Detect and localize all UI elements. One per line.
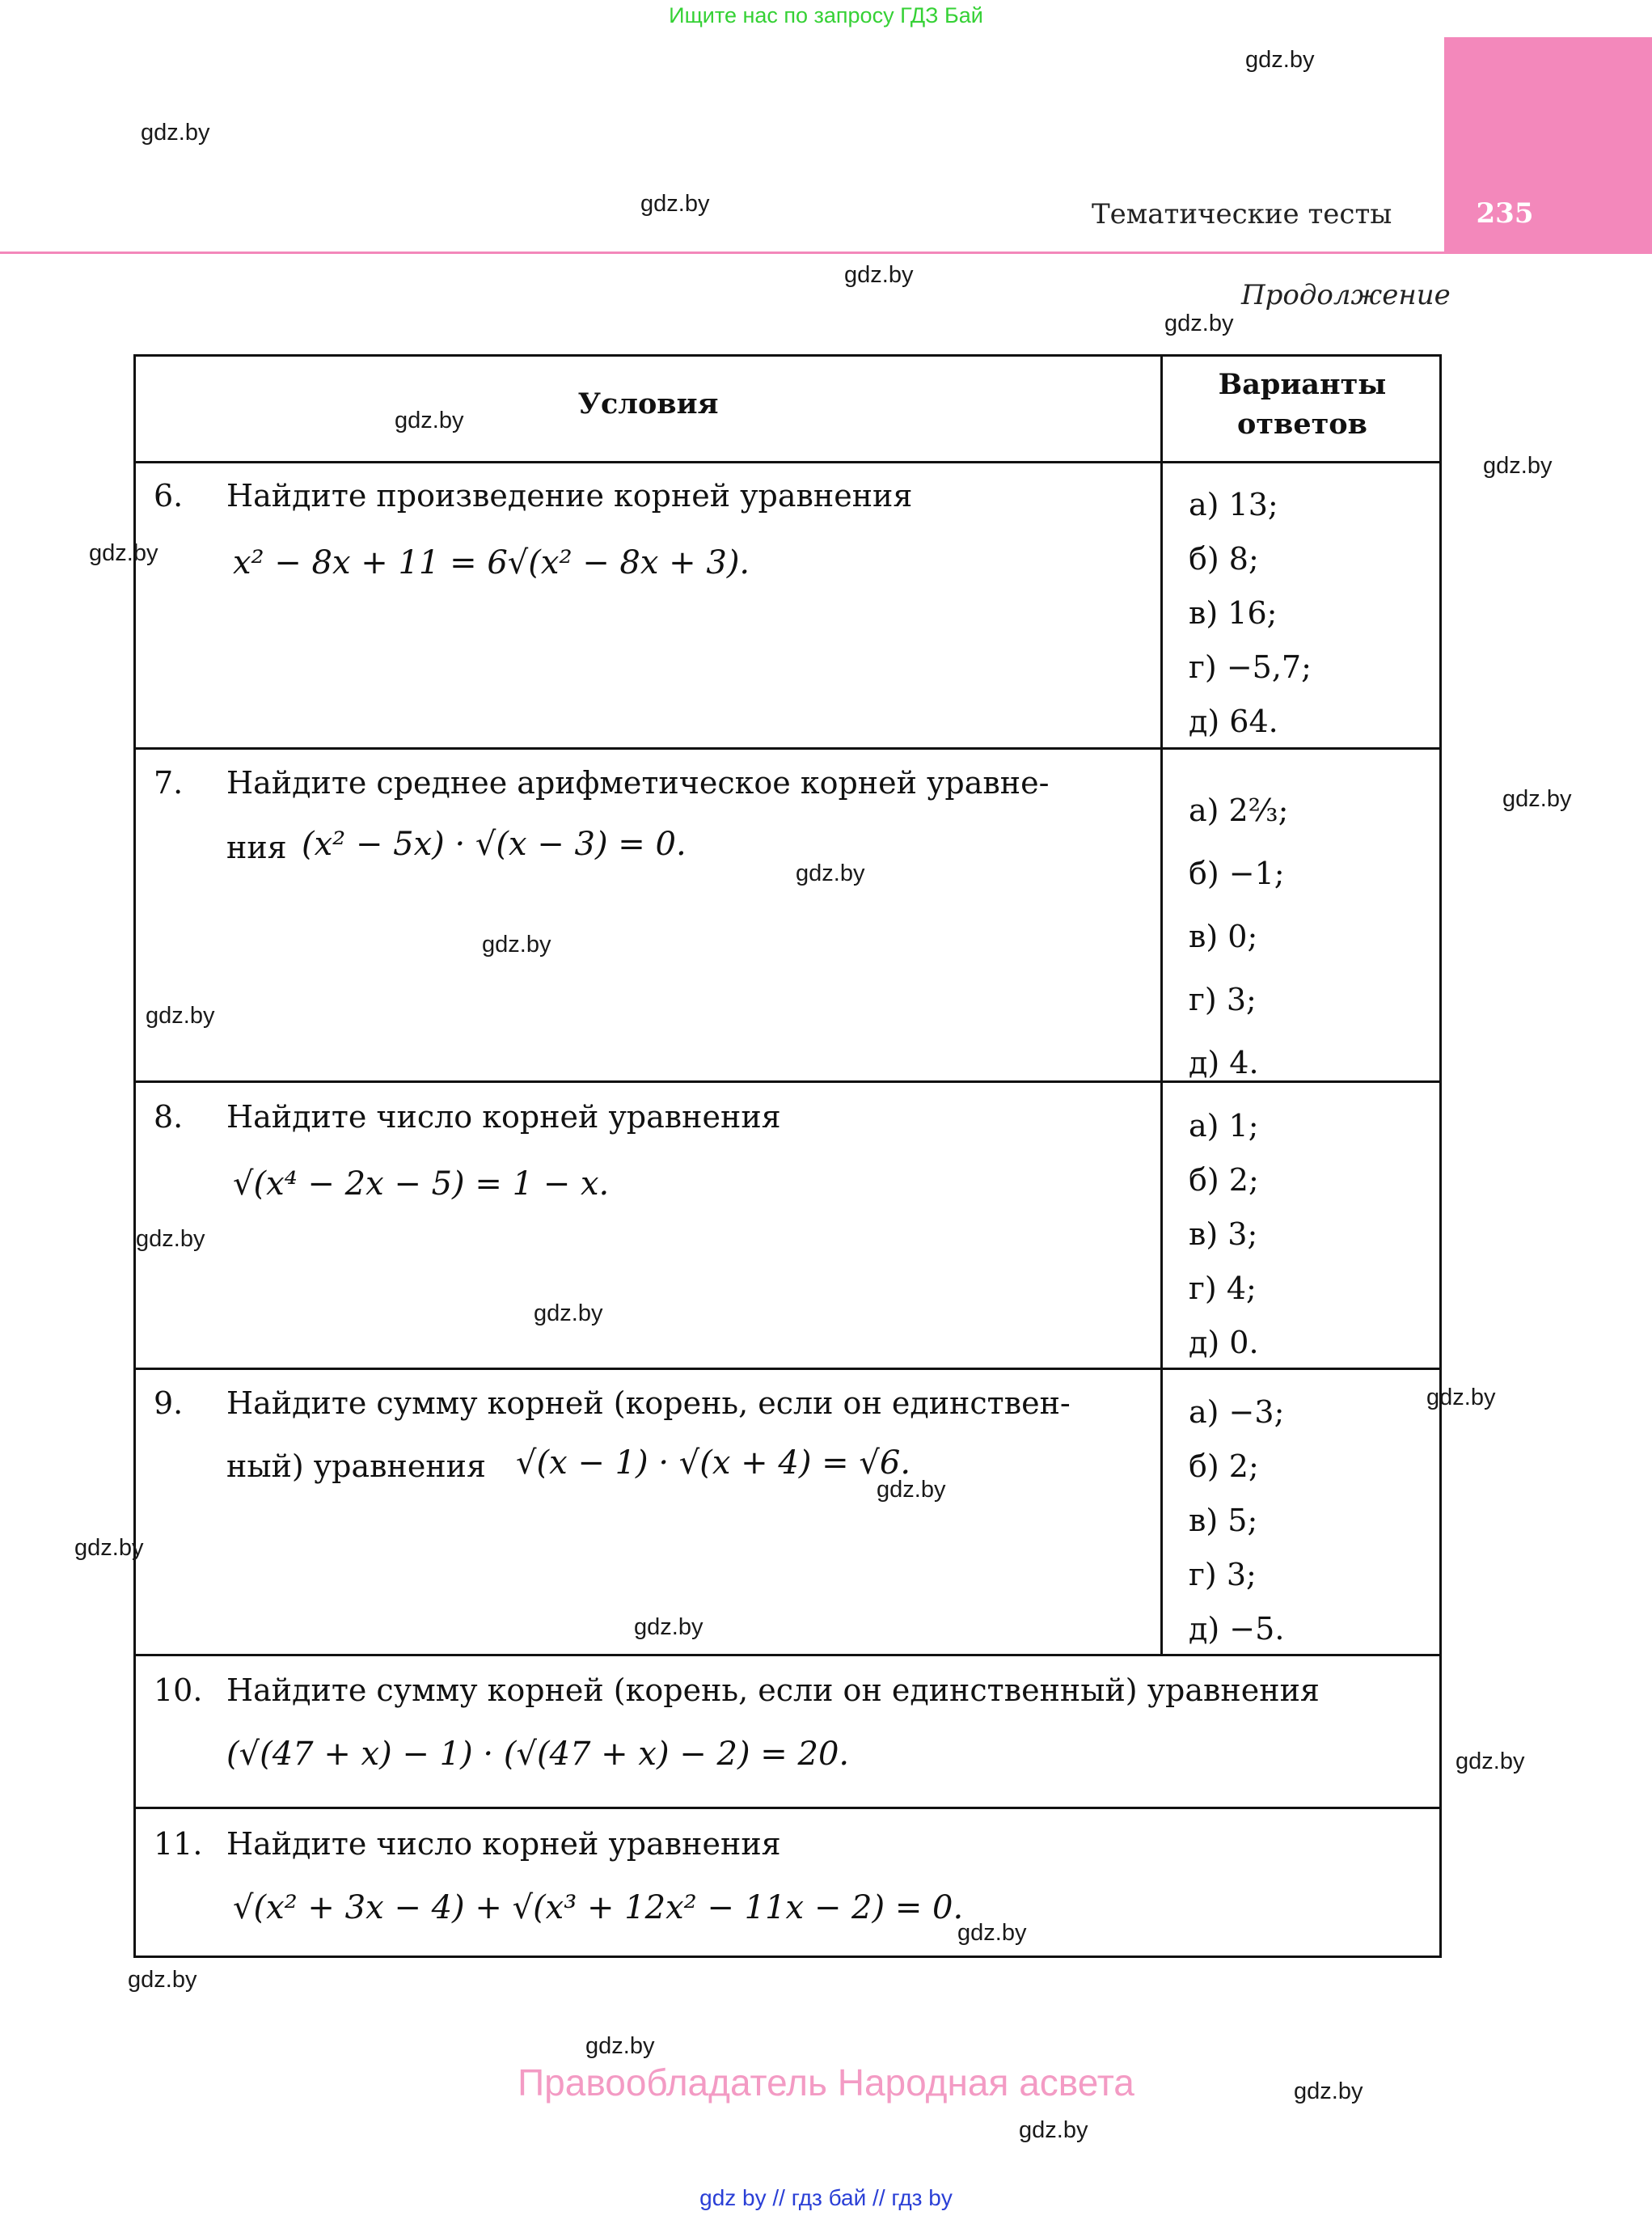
answer-option: в) 16; <box>1189 595 1278 631</box>
answer-option: б) 8; <box>1189 541 1259 577</box>
answer-option: б) 2; <box>1189 1162 1259 1198</box>
task-text: Найдите число корней уравнения <box>226 1099 781 1135</box>
task-number: 9. <box>154 1385 184 1421</box>
watermark: gdz.by <box>534 1300 603 1326</box>
watermark: gdz.by <box>1294 2078 1363 2104</box>
answer-option: г) 3; <box>1189 982 1257 1017</box>
answer-option: а) −3; <box>1189 1394 1285 1430</box>
answer-option: а) 13; <box>1189 487 1278 522</box>
watermark: gdz.by <box>89 540 158 566</box>
watermark: gdz.by <box>395 408 464 433</box>
task-formula: (√(47 + x) − 1) · (√(47 + x) − 2) = 20. <box>226 1736 850 1773</box>
row-divider <box>136 461 1439 463</box>
watermark: gdz.by <box>1245 47 1315 73</box>
answer-option: д) 4. <box>1189 1045 1259 1080</box>
watermark: gdz.by <box>1483 453 1553 479</box>
answer-option: д) 64. <box>1189 704 1278 739</box>
answer-option: г) 3; <box>1189 1557 1257 1592</box>
task-text: ния <box>226 830 287 865</box>
answer-option: а) 2⅔; <box>1189 793 1289 828</box>
task-text: Найдите сумму корней (корень, если он единствен- <box>226 1385 1071 1421</box>
watermark: gdz.by <box>585 2033 655 2059</box>
watermark: gdz.by <box>1456 1748 1525 1774</box>
task-formula: √(x − 1) · √(x + 4) = √6. <box>516 1444 911 1482</box>
answer-option: в) 5; <box>1189 1503 1258 1538</box>
task-number: 11. <box>154 1826 203 1862</box>
answer-option: б) 2; <box>1189 1448 1259 1484</box>
task-formula: √(x² + 3x − 4) + √(x³ + 12x² − 11x − 2) = 0. <box>233 1889 964 1926</box>
answer-options <box>1189 478 1312 749</box>
page-number: 235 <box>1476 197 1534 230</box>
task-formula: √(x⁴ − 2x − 5) = 1 − x. <box>233 1165 610 1203</box>
watermark: gdz.by <box>1164 311 1234 336</box>
task-formula: x² − 8x + 11 = 6√(x² − 8x + 3). <box>233 544 750 581</box>
answer-options <box>1189 779 1288 1094</box>
watermark: gdz.by <box>796 860 865 886</box>
tests-table <box>133 354 1442 1958</box>
watermark: gdz.by <box>482 932 551 958</box>
answer-option: в) 3; <box>1189 1216 1258 1252</box>
watermark: gdz.by <box>640 191 710 217</box>
answer-option: г) 4; <box>1189 1271 1257 1306</box>
watermark: gdz.by <box>1502 786 1572 812</box>
section-title: Тематические тесты <box>1092 198 1392 230</box>
task-number: 8. <box>154 1099 184 1135</box>
task-number: 7. <box>154 765 184 801</box>
answer-option: г) −5,7; <box>1189 649 1312 685</box>
watermark: gdz.by <box>146 1003 215 1029</box>
answer-option: д) 0. <box>1189 1325 1259 1360</box>
header-answers-line1: Варианты <box>1218 368 1387 401</box>
task-number: 6. <box>154 478 184 514</box>
header-answers <box>1163 368 1442 441</box>
watermark: gdz.by <box>844 262 914 288</box>
task-text: Найдите произведение корней уравнения <box>226 478 913 514</box>
task-text: Найдите число корней уравнения <box>226 1826 781 1862</box>
answer-option: б) −1; <box>1189 856 1285 891</box>
watermark: gdz.by <box>74 1535 144 1561</box>
row-divider <box>136 1807 1439 1809</box>
task-formula: (x² − 5x) · √(x − 3) = 0. <box>302 826 687 863</box>
watermark: gdz.by <box>136 1226 205 1252</box>
watermark: gdz.by <box>1426 1385 1496 1410</box>
task-text: Найдите среднее арифметическое корней уравне- <box>226 765 1050 801</box>
header-answers-line2: ответов <box>1237 408 1367 441</box>
task-text: ный) уравнения <box>226 1448 486 1484</box>
copyright-owner: Правообладатель Народная асвета <box>518 2061 1134 2103</box>
watermark: gdz.by <box>877 1477 946 1503</box>
header-divider <box>0 252 1444 254</box>
footer-links[interactable]: gdz by // гдз бай // гдз by <box>699 2185 953 2210</box>
task-number: 10. <box>154 1672 203 1708</box>
watermark: gdz.by <box>634 1614 703 1640</box>
column-divider <box>1160 357 1163 1655</box>
watermark: gdz.by <box>1019 2117 1088 2143</box>
answer-option: а) 1; <box>1189 1108 1259 1144</box>
watermark: gdz.by <box>141 120 210 146</box>
task-text: Найдите сумму корней (корень, если он единственный) уравнения <box>226 1672 1320 1708</box>
answer-option: д) −5. <box>1189 1611 1285 1647</box>
answer-option: в) 0; <box>1189 919 1258 954</box>
answer-options <box>1189 1099 1259 1370</box>
watermark: gdz.by <box>957 1920 1027 1946</box>
search-banner: Ищите нас по запросу ГДЗ Бай <box>669 3 983 27</box>
header-conditions: Условия <box>577 387 719 421</box>
continued-label: Продолжение <box>1241 279 1451 311</box>
watermark: gdz.by <box>128 1967 197 1993</box>
answer-options <box>1189 1385 1284 1656</box>
